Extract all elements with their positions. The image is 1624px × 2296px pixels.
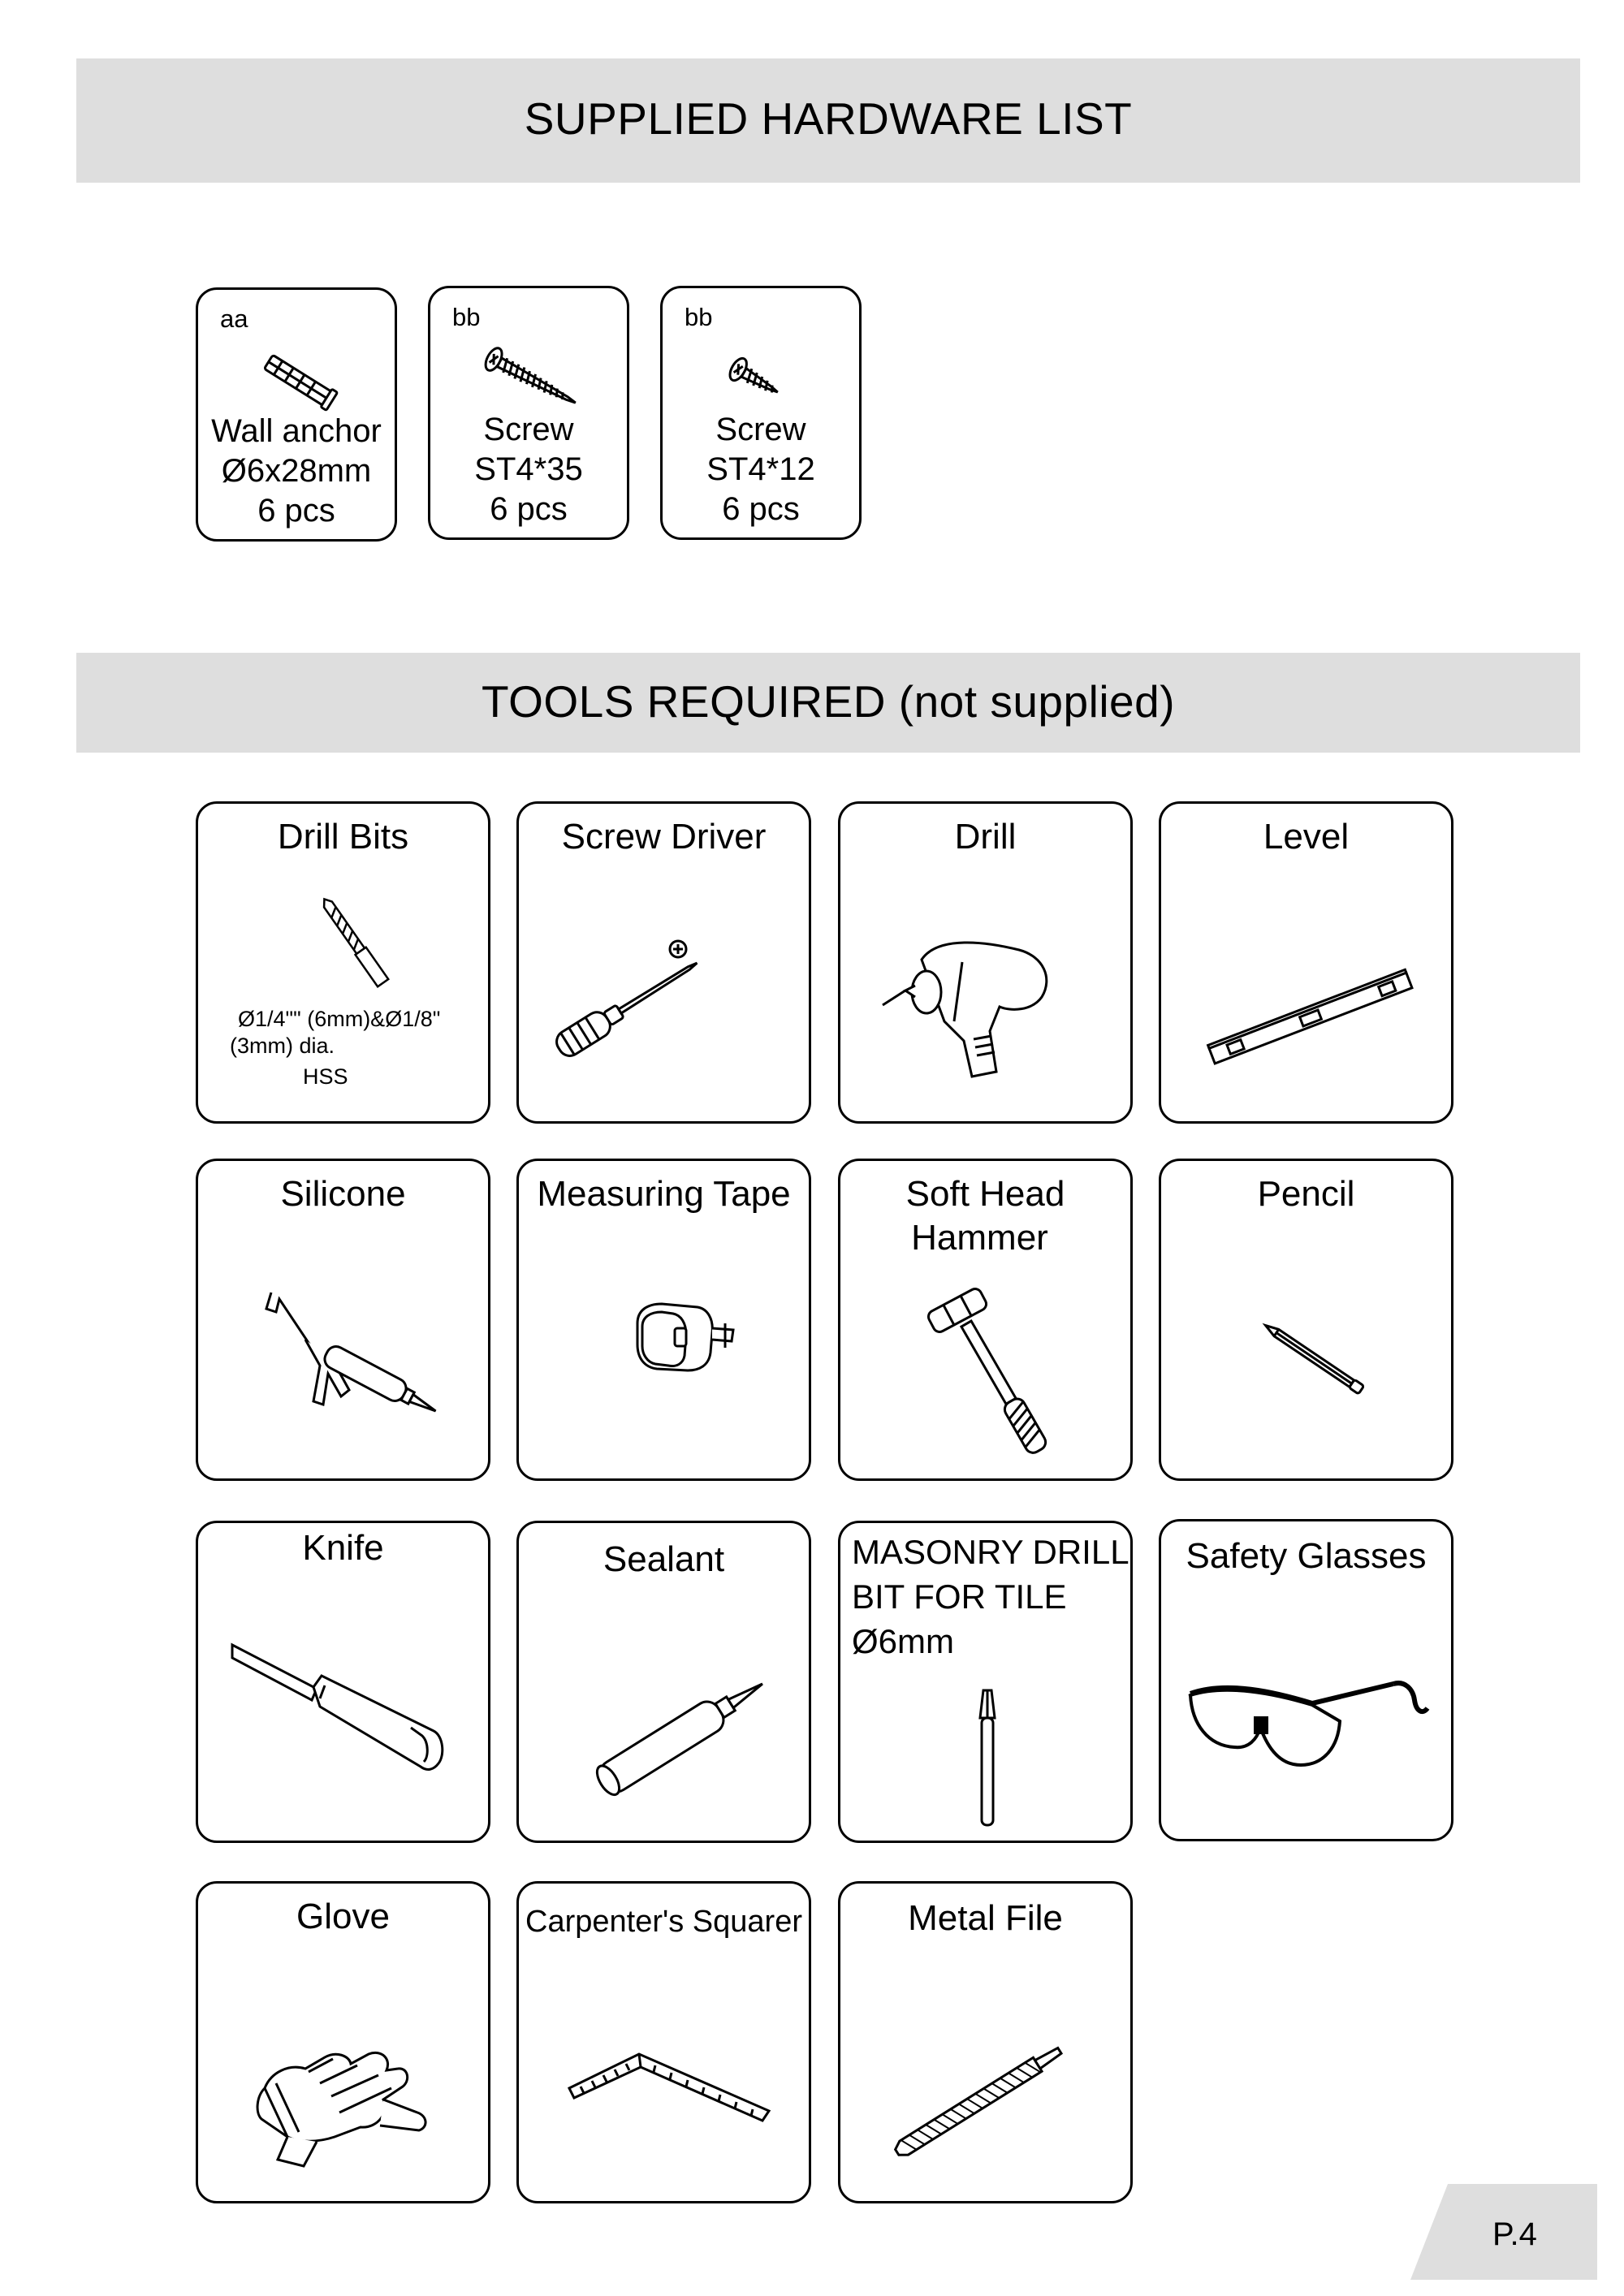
utility-knife-icon: [198, 1523, 493, 1845]
hardware-spec: Ø6x28mm: [221, 453, 372, 489]
tool-card-safety-glasses: [1159, 1519, 1453, 1841]
tool-label: Knife: [302, 1528, 384, 1568]
sealant-tube-icon: [519, 1523, 814, 1845]
power-drill-icon: [840, 804, 1135, 1126]
hardware-name: Screw: [483, 412, 574, 447]
tool-label-line2: BIT FOR TILE: [852, 1577, 1067, 1616]
caulking-gun-icon: [198, 1161, 493, 1483]
drill-bit-size-note: Ø1/4"" (6mm)&Ø1/8": [238, 1007, 441, 1031]
tool-label-line1: MASONRY DRILL: [852, 1533, 1129, 1571]
tool-card-screw-driver: [516, 801, 811, 1124]
tool-card-metal-file: [838, 1881, 1133, 2203]
drill-bit-material-note: HSS: [303, 1064, 348, 1089]
screwdriver-icon: [519, 804, 814, 1126]
page-number: P.4: [1492, 2216, 1537, 2252]
tool-label: Screw Driver: [561, 817, 767, 857]
metal-file-icon: [840, 1884, 1135, 2206]
pencil-icon: [1161, 1161, 1456, 1483]
hardware-card-screw-12: [660, 286, 862, 540]
tool-card-masonry-drill-bit: [838, 1521, 1133, 1843]
tape-measure-icon: [519, 1161, 814, 1483]
tool-label-line1: Soft Head: [905, 1174, 1065, 1214]
tool-label: Pencil: [1257, 1174, 1355, 1214]
masonry-bit-icon: [840, 1523, 1135, 1845]
safety-glasses-icon: [1161, 1521, 1456, 1844]
hardware-qty: 6 pcs: [257, 493, 335, 529]
hardware-code: aa: [220, 304, 248, 333]
hardware-qty: 6 pcs: [490, 491, 568, 527]
tool-label: Metal File: [908, 1898, 1063, 1938]
tool-card-soft-head-hammer: [838, 1159, 1133, 1481]
tool-card-knife: [196, 1521, 490, 1843]
tool-card-sealant: [516, 1521, 811, 1843]
tool-label: Drill: [954, 817, 1017, 857]
long-screw-icon: [430, 339, 632, 420]
tool-card-measuring-tape: [516, 1159, 811, 1481]
tool-label: Silicone: [280, 1174, 406, 1214]
glove-icon: [198, 1884, 493, 2206]
tool-label-line3: Ø6mm: [852, 1622, 954, 1660]
hardware-name: Wall anchor: [211, 413, 382, 449]
tools-required-header: [76, 653, 1580, 753]
tool-card-drill-bits: [196, 801, 490, 1124]
hardware-qty: 6 pcs: [722, 491, 800, 527]
tool-label: Drill Bits: [277, 817, 409, 857]
wall-anchor-icon: [198, 340, 400, 421]
tool-label: Glove: [296, 1897, 390, 1936]
tool-card-silicone: [196, 1159, 490, 1481]
spirit-level-icon: [1161, 804, 1456, 1126]
hardware-spec: ST4*12: [706, 451, 815, 487]
hardware-card-screw-35: [428, 286, 629, 540]
short-screw-icon: [663, 339, 864, 420]
hardware-spec: ST4*35: [474, 451, 583, 487]
tool-label: Sealant: [603, 1539, 725, 1579]
soft-hammer-icon: [840, 1161, 1135, 1483]
hardware-code: bb: [685, 303, 713, 331]
tool-card-carpenters-squarer: [516, 1881, 811, 2203]
drill-bit-dia-note: (3mm) dia.: [230, 1034, 335, 1058]
tool-label: Measuring Tape: [537, 1174, 791, 1214]
hardware-list-title: SUPPLIED HARDWARE LIST: [524, 93, 1133, 144]
hardware-code: bb: [452, 303, 481, 331]
hardware-name: Screw: [715, 412, 806, 447]
tool-card-drill: [838, 801, 1133, 1124]
hardware-card-wall-anchor: [196, 287, 397, 542]
tool-label: Safety Glasses: [1186, 1536, 1427, 1576]
tool-card-level: [1159, 801, 1453, 1124]
tools-required-title: TOOLS REQUIRED (not supplied): [481, 676, 1176, 727]
tool-card-pencil: [1159, 1159, 1453, 1481]
carpenter-square-icon: [519, 1884, 814, 2206]
tool-label-line2: Hammer: [911, 1218, 1048, 1258]
tool-label: Carpenter's Squarer: [525, 1905, 802, 1939]
tool-label: Level: [1263, 817, 1350, 857]
tool-card-glove: [196, 1881, 490, 2203]
hardware-list-header: [76, 58, 1580, 183]
